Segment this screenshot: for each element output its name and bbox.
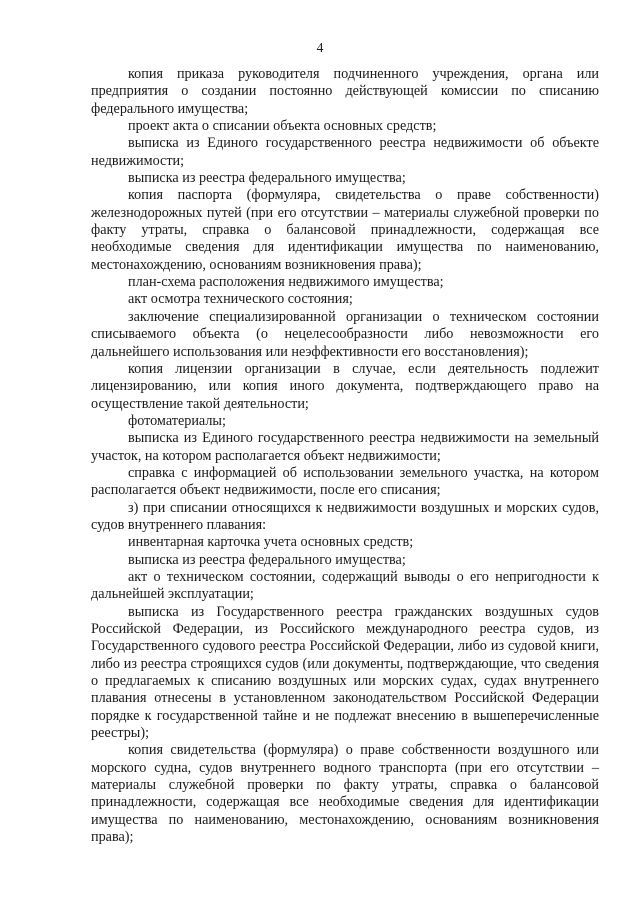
paragraph: копия приказа руководителя подчиненного учреждения, органа или предприятия о создании постоянно действующей комиссии по списанию федерального имущества; bbox=[91, 66, 599, 117]
paragraph: выписка из Единого государственного реестра недвижимости об объекте недвижимости; bbox=[91, 135, 599, 169]
document-body bbox=[91, 66, 599, 846]
paragraph: копия лицензии организации в случае, если деятельность подлежит лицензированию, или копия иного документа, подтверждающего право на осуществление такой деятельности; bbox=[91, 360, 599, 412]
paragraph: план-схема расположения недвижимого имущества; bbox=[128, 274, 444, 291]
paragraph: фотоматериалы; bbox=[128, 412, 226, 429]
paragraph: проект акта о списании объекта основных средств; bbox=[128, 118, 437, 135]
paragraph: копия паспорта (формуляра, свидетельства о праве собственности) железнодорожных путей (при его отсутствии – материалы служебной проверки по факту утраты, справка о балансовой принадлежности, содержащая все необходимые сведения для идентификации имущества по наименованию, местонахождению, основаниям возникновения права); bbox=[91, 187, 599, 273]
paragraph: акт о техническом состоянии, содержащий выводы о его непригодности к дальнейшей эксплуатации; bbox=[91, 568, 599, 603]
paragraph: выписка из Единого государственного реестра недвижимости на земельный участок, на котором располагается объект недвижимости; bbox=[91, 430, 599, 464]
page-number: 4 bbox=[316, 40, 324, 55]
paragraph: заключение специализированной организации о техническом состоянии списываемого объекта (о нецелесообразности либо невозможности его дальнейшего использования или неэффективности его восстановления); bbox=[91, 308, 599, 360]
paragraph: инвентарная карточка учета основных средств; bbox=[128, 534, 414, 551]
paragraph: выписка из реестра федерального имущества; bbox=[128, 551, 406, 568]
paragraph: выписка из Государственного реестра гражданских воздушных судов Российской Федерации, из Российского международного реестра судов, из Государственного судового реестра Российской Федерации, либо из судовой книги, либо из реестра строящихся судов (или документы, подтверждающие, что сведения о предлагаемых к списанию воздушных или морских судах, судах внутреннего плавания отнесены в установленном законодательством Российской Федерации порядке к государственной тайне и не подлежат внесению в вышеперечисленные реестры); bbox=[91, 603, 599, 742]
paragraph: копия свидетельства (формуляра) о праве собственности воздушного или морского судна, судов внутреннего водного транспорта (при его отсутствии – материалы служебной проверки по факту утраты, справка о балансовой принадлежности, содержащая все необходимые сведения для идентификации имущества по наименованию, местонахождению, основаниям возникновения права); bbox=[91, 742, 599, 846]
paragraph: акт осмотра технического состояния; bbox=[128, 291, 353, 308]
paragraph: выписка из реестра федерального имущества; bbox=[128, 170, 406, 187]
paragraph: справка с информацией об использовании земельного участка, на котором располагается объект недвижимости, после его списания; bbox=[91, 464, 599, 499]
paragraph: з) при списании относящихся к недвижимости воздушных и морских судов, судов внутреннего плавания: bbox=[91, 499, 599, 533]
